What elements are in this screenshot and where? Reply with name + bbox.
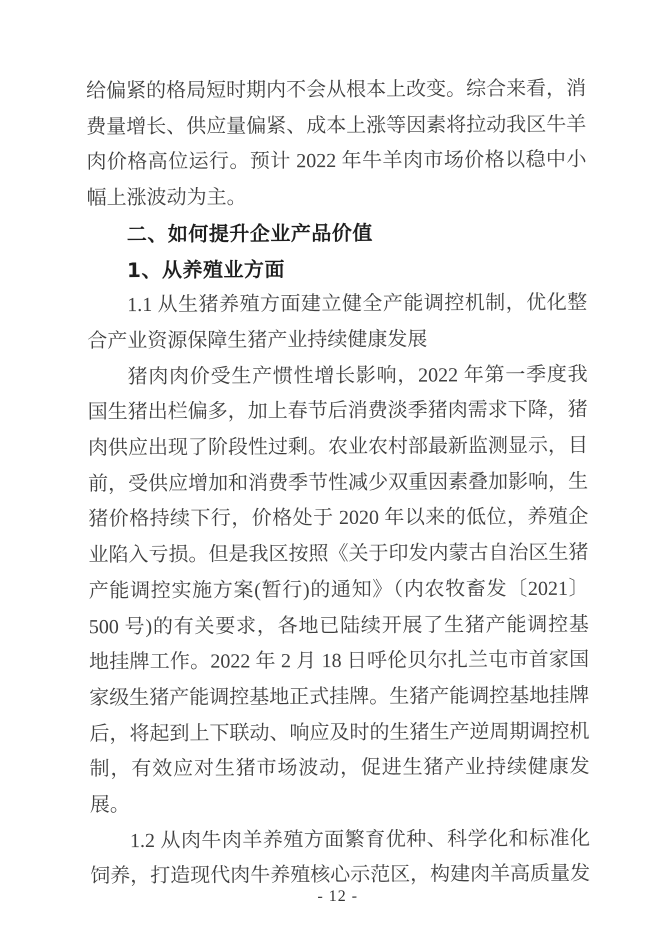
section-heading: 1、从养殖业方面: [126, 256, 285, 282]
section-heading: 二、如何提升企业产品价值: [126, 220, 373, 246]
body-paragraph: 1.2 从肉牛肉羊养殖方面繁育优种、科学化和标准化饲养，打造现代肉牛养殖核心示范区，构建肉羊高质量发: [90, 827, 591, 888]
page-footer: [2, 886, 671, 908]
document-body: [86, 72, 590, 896]
body-paragraph: 1.1 从生猪养殖方面建立健全产能调控机制，优化整合产业资源保障生猪产业持续健康发展: [87, 291, 588, 353]
page-number: - 12 -: [317, 887, 359, 906]
body-paragraph: 猪肉肉价受生产惯性增长影响，2022 年第一季度我国生猪出栏偏多，加上春节后消费淡季猪肉需求下降，猪肉供应出现了阶段性过剩。农业农村部最新监测显示，目前，受供应增加和消费季节性减少双重因素叠加影响，生猪价格持续下行，价格处于 2020 年以来的低位，养殖企业陷入亏损。但是我区按照《关于印发内蒙古自治区生猪产能调控实施方案(暂行)的通知》（内农牧畜发〔2021〕500 号)的有关要求，各地已陆续开展了生猪产能调控基地挂牌工作。2022 年 2 月 18 日呼伦贝尔扎兰屯市首家国家级生猪产能调控基地正式挂牌。生猪产能调控基地挂牌后，将起到上下联动、响应及时的生猪生产逆周期调控机制，有效应对生猪市场波动，促进生猪产业持续健康发展。: [87, 363, 590, 817]
body-paragraph: 给偏紧的格局短时期内不会从根本上改变。综合来看，消费量增长、供应量偏紧、成本上涨等因素将拉动我区牛羊肉价格高位运行。预计 2022 年牛羊肉市场价格以稳中小幅上涨波动为主。: [85, 77, 587, 210]
